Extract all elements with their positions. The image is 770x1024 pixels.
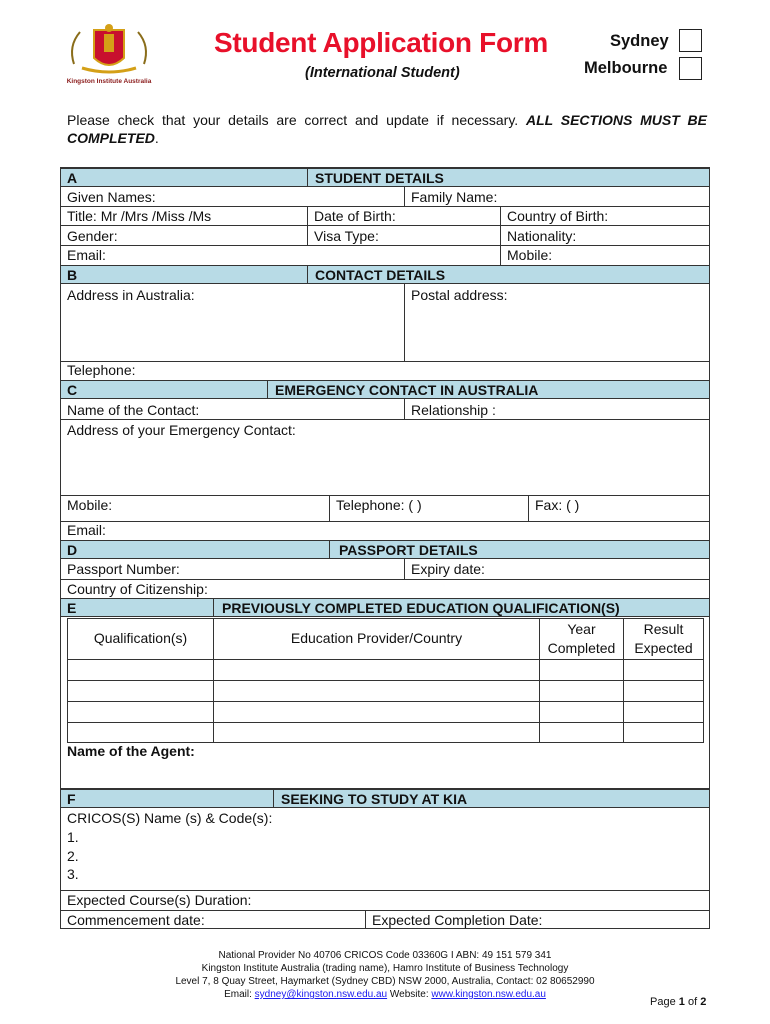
passport-number-field[interactable]: Passport Number:	[67, 561, 180, 577]
footer-address: Level 7, 8 Quay Street, Haymarket (Sydney CBD) NSW 2000, Australia, Contact: 02 80652990	[175, 976, 595, 987]
section-f-header: F SEEKING TO STUDY AT KIA	[61, 789, 709, 808]
emergency-telephone-field[interactable]: Telephone: ( )	[336, 497, 422, 513]
intro-text: Please check that your details are correct and update if necessary. ALL SECTIONS MUST BE COMPLETED.	[67, 112, 708, 146]
footer-email-link[interactable]: sydney@kingston.nsw.edu.au	[254, 989, 388, 1000]
footer-provider-line: National Provider No 40706 CRICOS Code 03360G I ABN: 49 151 579 341	[218, 950, 552, 961]
postal-address-field[interactable]: Postal address:	[411, 287, 508, 303]
form-title: Student Application Form	[214, 27, 548, 58]
campus-melbourne-checkbox[interactable]	[679, 57, 702, 80]
footer-website-link[interactable]: www.kingston.nsw.edu.au	[431, 989, 546, 1000]
section-c-header: C EMERGENCY CONTACT IN AUSTRALIA	[61, 380, 709, 399]
completion-date-field[interactable]: Expected Completion Date:	[372, 912, 543, 928]
emergency-contact-address-field[interactable]: Address of your Emergency Contact:	[67, 422, 296, 438]
nationality-field[interactable]: Nationality:	[507, 228, 577, 244]
course-duration-field[interactable]: Expected Course(s) Duration:	[67, 892, 252, 908]
title-field[interactable]: Title: Mr /Mrs /Miss /Ms	[67, 208, 212, 224]
section-b-header: B CONTACT DETAILS	[61, 265, 709, 284]
emergency-contact-name-field[interactable]: Name of the Contact:	[67, 402, 200, 418]
address-australia-field[interactable]: Address in Australia:	[67, 287, 195, 303]
logo-text: Kingston Institute Australia	[66, 78, 152, 85]
col-year-header: Year Completed	[547, 621, 616, 656]
cricos-item-2[interactable]: 2.	[67, 848, 79, 864]
visa-type-field[interactable]: Visa Type:	[314, 228, 379, 244]
qualifications-table	[67, 618, 704, 743]
country-of-birth-field[interactable]: Country of Birth:	[507, 208, 609, 224]
col-provider-header: Education Provider/Country	[290, 630, 463, 646]
emergency-email-field[interactable]: Email:	[67, 522, 106, 538]
emergency-fax-field[interactable]: Fax: ( )	[535, 497, 580, 513]
passport-expiry-field[interactable]: Expiry date:	[411, 561, 485, 577]
qualification-row-4[interactable]	[68, 723, 703, 742]
agent-name-field[interactable]: Name of the Agent:	[67, 743, 195, 759]
email-field[interactable]: Email:	[67, 247, 106, 263]
gender-field[interactable]: Gender:	[67, 228, 118, 244]
cricos-field[interactable]: CRICOS(S) Name (s) & Code(s):	[67, 810, 273, 826]
date-of-birth-field[interactable]: Date of Birth:	[314, 208, 396, 224]
relationship-field[interactable]: Relationship :	[411, 402, 496, 418]
col-qualification-header: Qualification(s)	[93, 630, 188, 646]
page-number: Page 1 of 2	[650, 996, 707, 1008]
telephone-field[interactable]: Telephone:	[67, 362, 136, 378]
qualification-row-3[interactable]	[68, 702, 703, 722]
footer-contact-line: Email: sydney@kingston.nsw.edu.au Website: www.kingston.nsw.edu.au	[224, 989, 546, 1000]
qualification-row-2[interactable]	[68, 681, 703, 701]
emergency-mobile-field[interactable]: Mobile:	[67, 497, 113, 513]
section-a-header: A STUDENT DETAILS	[61, 168, 709, 187]
qualification-row-1[interactable]	[68, 660, 703, 680]
campus-sydney-checkbox[interactable]	[679, 29, 702, 52]
footer-trading-name: Kingston Institute Australia (trading name), Hamro Institute of Business Technology	[201, 963, 569, 974]
cricos-item-1[interactable]: 1.	[67, 829, 79, 845]
commencement-date-field[interactable]: Commencement date:	[67, 912, 205, 928]
section-e-header: E PREVIOUSLY COMPLETED EDUCATION QUALIFICATION(S)	[61, 598, 709, 617]
section-d-header: D PASSPORT DETAILS	[61, 540, 709, 559]
family-name-field[interactable]: Family Name:	[411, 189, 498, 205]
institute-logo	[64, 24, 154, 90]
campus-sydney-label: Sydney	[610, 32, 669, 50]
country-of-citizenship-field[interactable]: Country of Citizenship:	[67, 581, 208, 597]
cricos-item-3[interactable]: 3.	[67, 866, 79, 882]
mobile-field[interactable]: Mobile:	[507, 247, 553, 263]
given-names-field[interactable]: Given Names:	[67, 189, 156, 205]
form-subtitle: (International Student)	[305, 65, 460, 81]
col-result-header: Result Expected	[634, 621, 693, 656]
campus-melbourne-label: Melbourne	[584, 59, 668, 77]
